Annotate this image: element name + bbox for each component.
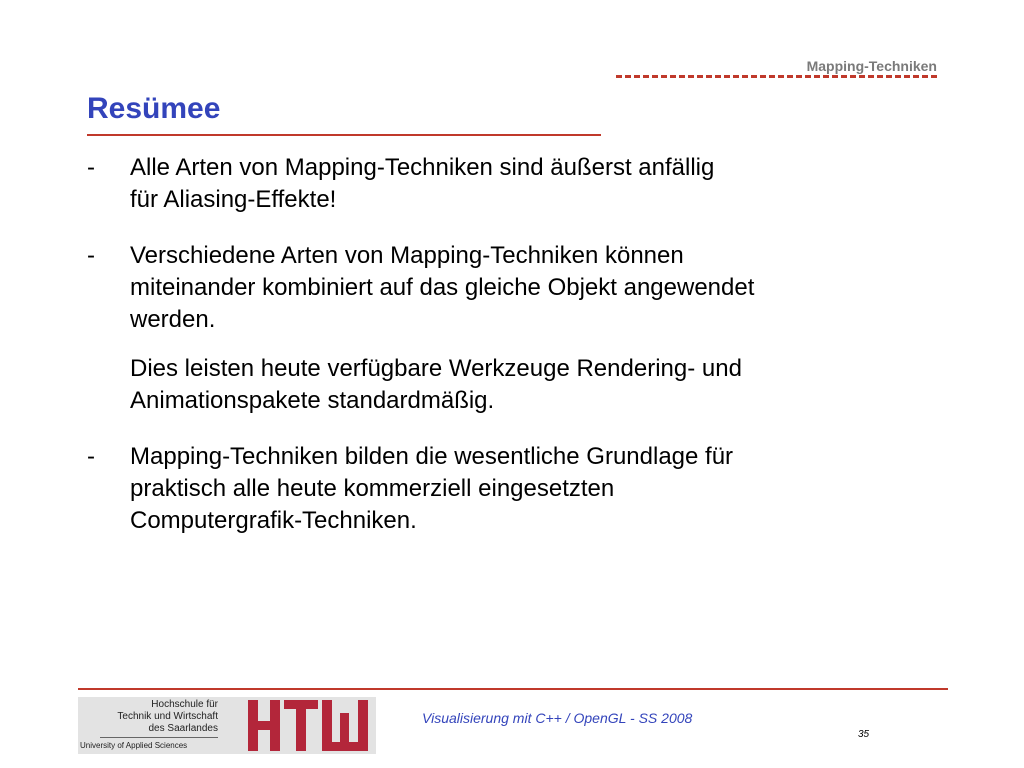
bullet-text-line: miteinander kombiniert auf das gleiche Objekt angewendet <box>130 274 755 301</box>
logo-divider <box>100 737 218 738</box>
bullet-text-line: Verschiedene Arten von Mapping-Techniken können <box>130 242 684 269</box>
bullet-subparagraph <box>130 353 907 417</box>
header-dashed-rule <box>616 75 937 78</box>
bullet-text-line: praktisch alle heute kommerziell eingesetzten <box>130 475 615 502</box>
bullet-text-line: Mapping-Techniken bilden die wesentliche Grundlage für <box>130 443 734 470</box>
logo-text-block <box>78 697 238 754</box>
bullet-text-line: Dies leisten heute verfügbare Werkzeuge Rendering- und <box>130 355 742 382</box>
university-logo <box>78 697 376 754</box>
logo-text-line: Hochschule für <box>151 699 218 710</box>
bullet-text-line: für Aliasing-Effekte! <box>130 186 337 213</box>
header-topic: Mapping-Techniken <box>806 58 937 74</box>
bullet-text-line: Computergrafik-Techniken. <box>130 507 417 534</box>
page-number: 35 <box>858 729 870 740</box>
footer-rule <box>78 688 948 690</box>
bullet-item <box>87 441 907 537</box>
logo-text-line: Technik und Wirtschaft <box>117 711 218 722</box>
htw-logo-mark <box>246 699 372 752</box>
bullet-text-line: Alle Arten von Mapping-Techniken sind äußerst anfällig <box>130 154 715 181</box>
logo-text-line: University of Applied Sciences <box>80 741 188 750</box>
footer-course-title: Visualisierung mit C++ / OpenGL - SS 2008 <box>422 710 693 726</box>
bullet-marker: - <box>87 443 95 470</box>
bullet-text-line: werden. <box>130 306 216 333</box>
title-underline <box>87 134 601 136</box>
logo-text-line: des Saarlandes <box>148 723 218 734</box>
bullet-marker: - <box>87 154 95 181</box>
bullet-item <box>87 240 907 417</box>
bullet-item <box>87 152 907 216</box>
slide-title: Resümee <box>87 92 221 125</box>
bullet-text-line: Animationspakete standardmäßig. <box>130 387 495 414</box>
bullet-list <box>87 152 907 561</box>
bullet-marker: - <box>87 242 95 269</box>
